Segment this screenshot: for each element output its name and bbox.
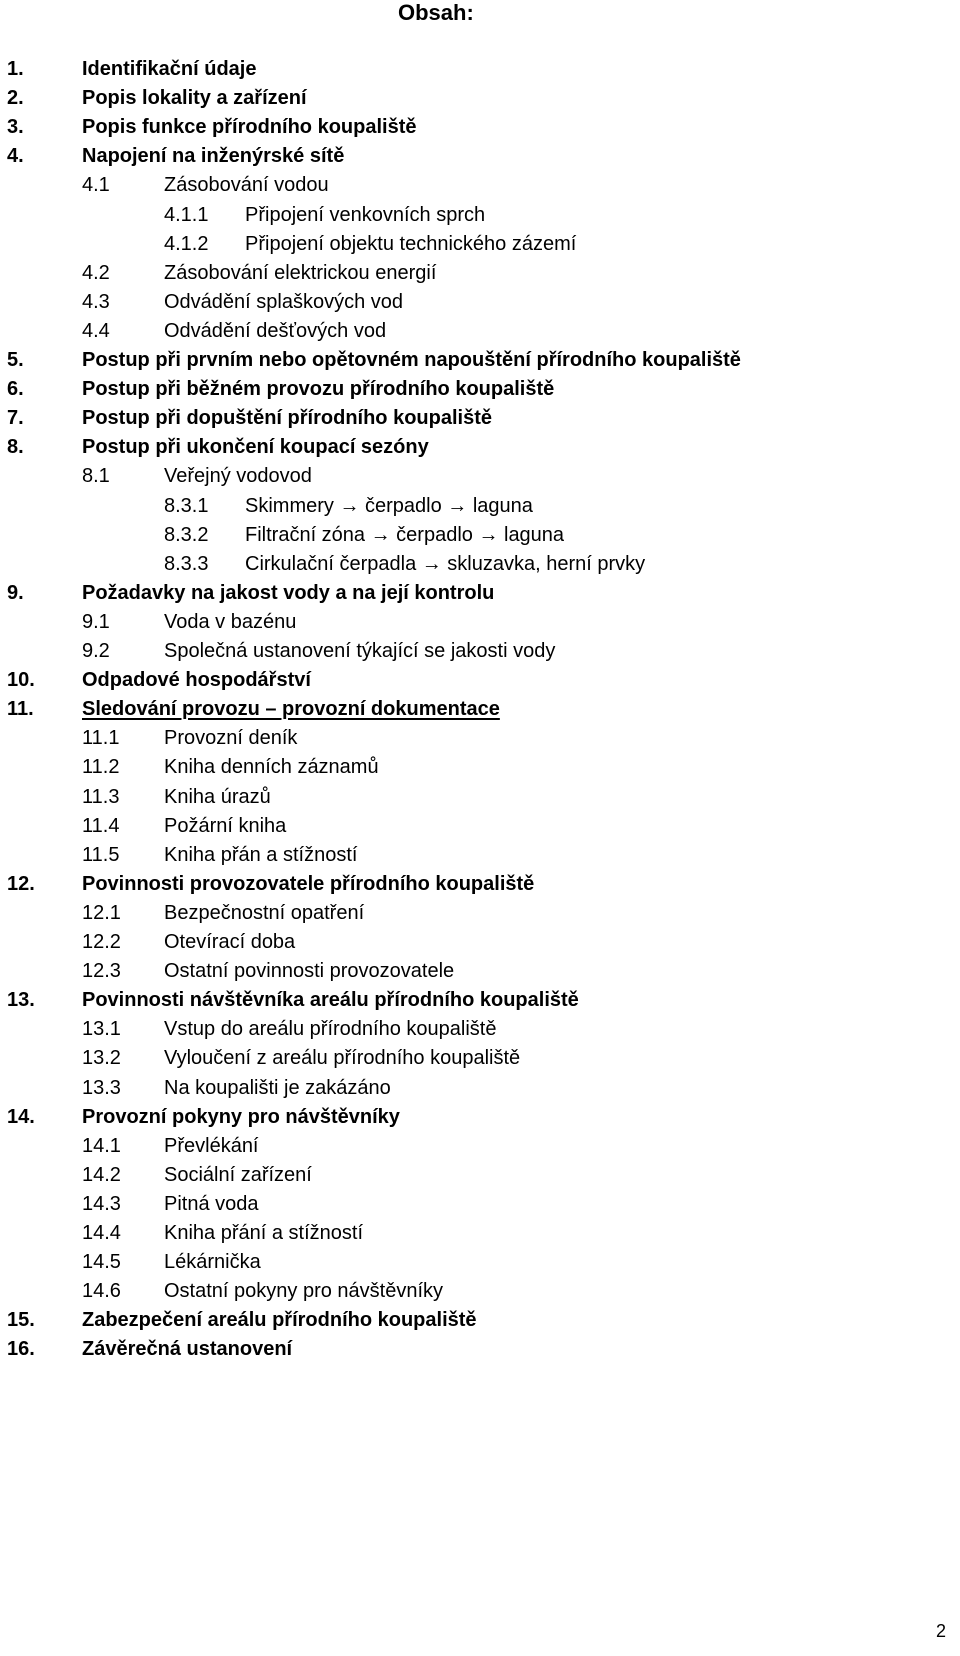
toc-entry[interactable]: [0, 782, 900, 812]
toc-entry-number: 4.4: [82, 319, 110, 342]
toc-entry-number: 11.5: [82, 843, 120, 866]
toc-entry-title: Kniha denních záznamů: [164, 756, 379, 779]
toc-entry[interactable]: [0, 1305, 900, 1335]
toc-entry-number: 12.1: [82, 901, 121, 924]
toc-entry-number: 1.: [7, 58, 24, 80]
toc-entry-number: 16.: [7, 1338, 35, 1361]
toc-entry-title: Závěrečná ustanovení: [82, 1338, 293, 1361]
toc-entry-title: Kniha přán a stížností: [164, 843, 358, 866]
toc-entry-title: Lékárnička: [164, 1251, 261, 1274]
toc-entry-number: 12.: [7, 872, 35, 895]
toc-entry[interactable]: [0, 112, 900, 142]
toc-entry-number: 11.1: [82, 727, 120, 750]
toc-entry-title: Napojení na inženýrské sítě: [82, 145, 345, 168]
toc-entry-number: 11.3: [82, 785, 120, 808]
toc-entry[interactable]: [0, 403, 900, 433]
toc-entry-number: 4.3: [82, 290, 110, 313]
toc-entry[interactable]: [0, 1218, 900, 1248]
toc-entry[interactable]: [0, 752, 900, 782]
toc-entry[interactable]: [0, 1276, 900, 1306]
toc-entry-title: Cirkulační čerpadla → skluzavka, herní prvky: [245, 552, 646, 575]
toc-entry[interactable]: [0, 723, 900, 753]
toc-entry[interactable]: [0, 141, 900, 171]
toc-entry[interactable]: [0, 1073, 900, 1103]
toc-entry-title: Postup při ukončení koupací sezóny: [82, 436, 429, 459]
toc-entry-title: Požadavky na jakost vody a na její kontrolu: [82, 581, 495, 604]
toc-entry-number: 14.4: [82, 1222, 121, 1244]
toc-entry-number: 7.: [7, 407, 24, 430]
toc-entry-title: Odpadové hospodářství: [82, 669, 311, 692]
toc-entry-number: 11.4: [82, 814, 120, 837]
toc-entry[interactable]: [0, 578, 900, 608]
toc-entry[interactable]: [0, 927, 900, 957]
toc-entry-title: Sledování provozu – provozní dokumentace: [82, 698, 500, 721]
toc-entry-number: 5.: [7, 349, 24, 371]
toc-entry-title: Zásobování elektrickou energií: [164, 261, 437, 284]
toc-entry-number: 4.1.1: [164, 203, 209, 226]
toc-entry-title: Ostatní pokyny pro návštěvníky: [164, 1280, 444, 1303]
toc-entry-title: Vyloučení z areálu přírodního koupaliště: [164, 1047, 521, 1070]
toc-entry[interactable]: [0, 898, 900, 928]
toc-entry-title: Postup při dopuštění přírodního koupaliště: [82, 407, 492, 430]
toc-entry[interactable]: [0, 170, 900, 200]
page-title: Obsah:: [398, 0, 474, 25]
toc-entry-title: Otevírací doba: [164, 931, 296, 953]
toc-entry[interactable]: [0, 520, 900, 550]
toc-entry-number: 14.6: [82, 1280, 121, 1303]
toc-entry-title: Zásobování vodou: [164, 174, 329, 197]
toc-entry[interactable]: [0, 1247, 900, 1277]
toc-entry-title: Identifikační údaje: [82, 58, 257, 80]
toc-entry[interactable]: [0, 258, 900, 288]
toc-entry[interactable]: [0, 83, 900, 113]
toc-entry-number: 10.: [7, 669, 35, 692]
toc-entry[interactable]: [0, 1102, 900, 1132]
toc-entry-title: Popis funkce přírodního koupaliště: [82, 116, 417, 139]
toc-entry-title: Postup při prvním nebo opětovném napouštění přírodního koupaliště: [82, 349, 741, 371]
toc-entry-title: Povinnosti provozovatele přírodního koupaliště: [82, 872, 535, 895]
toc-entry-number: 8.3.1: [164, 494, 209, 517]
toc-entry[interactable]: [0, 607, 900, 637]
toc-entry[interactable]: [0, 985, 900, 1015]
toc-entry-title: Provozní pokyny pro návštěvníky: [82, 1105, 400, 1128]
toc-entry-number: 9.1: [82, 610, 110, 633]
toc-entry-title: Společná ustanovení týkající se jakosti vody: [164, 640, 556, 662]
toc-entry[interactable]: [0, 1043, 900, 1073]
toc-entry-title: Pitná voda: [164, 1192, 259, 1215]
toc-entry-number: 11.: [7, 698, 34, 721]
toc-entry[interactable]: [0, 811, 900, 841]
toc-entry-number: 8.1: [82, 465, 110, 488]
toc-entry[interactable]: [0, 1014, 900, 1044]
toc-entry-number: 12.3: [82, 960, 121, 983]
toc-entry[interactable]: [0, 636, 900, 666]
toc-entry-number: 9.2: [82, 640, 110, 662]
toc-entry-number: 3.: [7, 116, 24, 139]
toc-entry[interactable]: [0, 1160, 900, 1190]
toc-entry[interactable]: [0, 549, 900, 579]
toc-entry-title: Kniha úrazů: [164, 785, 271, 808]
toc-entry-title: Na koupališti je zakázáno: [164, 1076, 391, 1099]
toc-entry-title: Zabezpečení areálu přírodního koupaliště: [82, 1309, 477, 1332]
toc-entry[interactable]: [0, 1131, 900, 1161]
toc-entry-title: Filtrační zóna → čerpadlo → laguna: [245, 523, 565, 546]
toc-entry-title: Odvádění splaškových vod: [164, 290, 404, 313]
toc-entry[interactable]: [0, 316, 900, 346]
toc-entry[interactable]: [0, 345, 900, 375]
toc-entry-number: 14.1: [82, 1134, 121, 1157]
toc-entry[interactable]: [0, 461, 900, 491]
toc-entry-number: 4.1: [82, 174, 110, 197]
toc-entry[interactable]: [0, 869, 900, 899]
toc-entry-number: 14.3: [82, 1192, 121, 1215]
toc-entry-number: 4.2: [82, 261, 110, 284]
toc-entry[interactable]: [0, 200, 900, 230]
toc-entry-number: 4.: [7, 145, 24, 168]
toc-entry-number: 12.2: [82, 931, 121, 953]
toc-entry-title: Převlékání: [164, 1134, 259, 1157]
toc-entry-title: Veřejný vodovod: [164, 465, 312, 488]
toc-entry-number: 8.3.2: [164, 523, 209, 546]
toc-entry-title: Postup při běžném provozu přírodního koupaliště: [82, 378, 555, 401]
toc-entry-title: Ostatní povinnosti provozovatele: [164, 960, 455, 983]
toc-entry-title: Připojení venkovních sprch: [245, 203, 486, 226]
toc-entry[interactable]: [0, 1334, 900, 1364]
toc-entry[interactable]: [0, 840, 900, 870]
toc-entry-title: Vstup do areálu přírodního koupaliště: [164, 1018, 497, 1041]
toc-entry-title: Připojení objektu technického zázemí: [245, 232, 577, 255]
toc-entry-number: 11.2: [82, 756, 120, 779]
toc-entry[interactable]: [0, 491, 900, 521]
toc-entry-number: 4.1.2: [164, 232, 209, 255]
toc-entry-number: 2.: [7, 87, 24, 110]
toc-entry[interactable]: [0, 956, 900, 986]
toc-entry-number: 15.: [7, 1309, 35, 1332]
toc-entry-title: Bezpečnostní opatření: [164, 901, 365, 924]
toc-entry-title: Popis lokality a zařízení: [82, 87, 307, 110]
toc-entry-title: Kniha přání a stížností: [164, 1222, 364, 1244]
toc-entry[interactable]: [0, 1189, 900, 1219]
toc-entry-number: 13.1: [82, 1018, 121, 1041]
toc-entry-title: Sociální zařízení: [164, 1163, 312, 1186]
toc-entry[interactable]: [0, 665, 900, 695]
toc-entry-number: 13.2: [82, 1047, 121, 1070]
toc-entry[interactable]: [0, 432, 900, 462]
toc-entry-title: Voda v bazénu: [164, 610, 297, 633]
toc-entry-number: 9.: [7, 581, 24, 604]
toc-entry[interactable]: [0, 54, 900, 84]
toc-entry[interactable]: [0, 229, 900, 259]
toc-entry-number: 14.5: [82, 1251, 121, 1274]
toc-entry-title: Skimmery → čerpadlo → laguna: [245, 494, 533, 517]
page-number: 2: [936, 1621, 947, 1641]
toc-entry[interactable]: [0, 694, 900, 724]
toc-entry-title: Povinnosti návštěvníka areálu přírodního koupaliště: [82, 989, 579, 1012]
toc-entry-number: 8.3.3: [164, 552, 209, 575]
toc-entry-title: Požární kniha: [164, 814, 287, 837]
toc-entry-number: 14.2: [82, 1163, 121, 1186]
toc-entry-number: 14.: [7, 1105, 35, 1128]
toc-entry-title: Odvádění dešťových vod: [164, 319, 387, 342]
toc-entry-title: Provozní deník: [164, 727, 298, 750]
toc-entry[interactable]: [0, 374, 900, 404]
toc-entry-number: 6.: [7, 378, 24, 401]
toc-entry-number: 13.: [7, 989, 35, 1012]
toc-entry[interactable]: [0, 287, 900, 317]
toc-entry-number: 8.: [7, 436, 24, 459]
toc-entry-number: 13.3: [82, 1076, 121, 1099]
